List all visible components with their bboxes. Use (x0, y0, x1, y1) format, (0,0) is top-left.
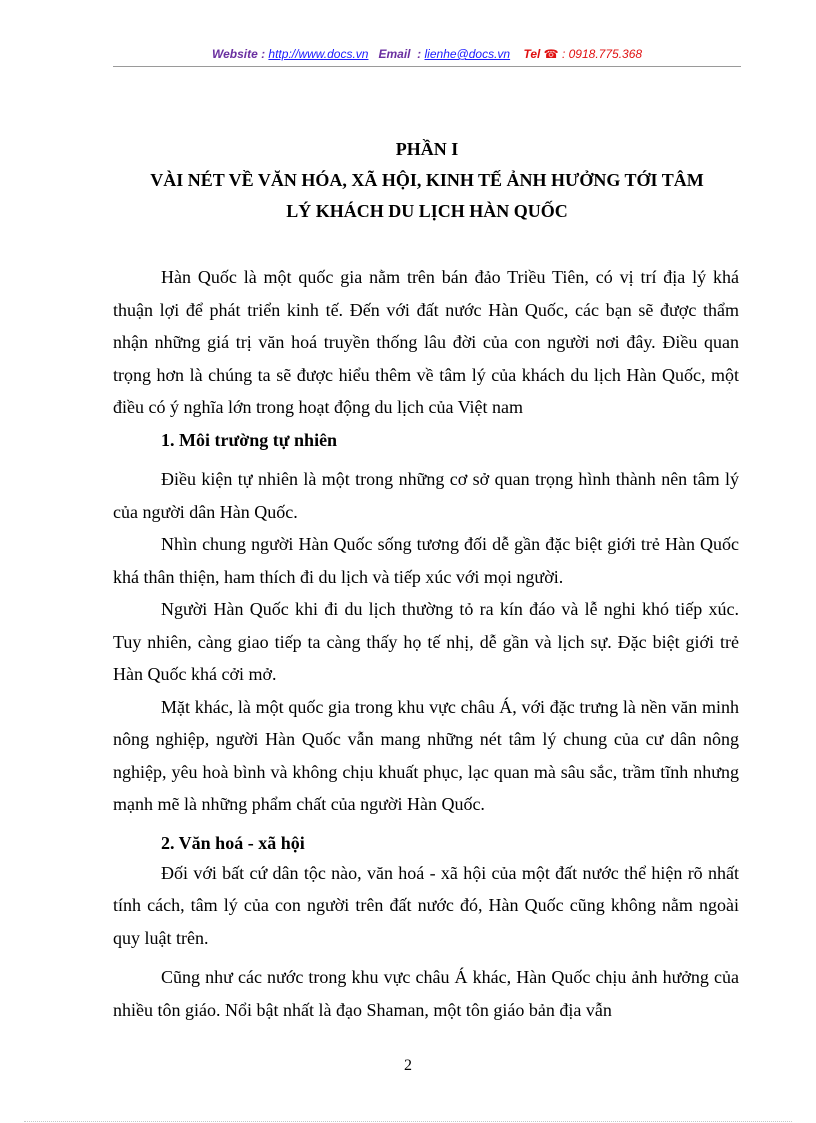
document-body (113, 261, 739, 1026)
website-link[interactable]: http://www.docs.vn (268, 47, 369, 61)
section-2-paragraph-2: Cũng như các nước trong khu vực châu Á khác, Hàn Quốc chịu ảnh hưởng của nhiều tôn giáo. Nổi bật nhất là đạo Shaman, một tôn giáo bản địa vẫn (113, 967, 739, 1020)
header-divider (113, 66, 741, 67)
section-1-paragraph-4: Mặt khác, là một quốc gia trong khu vực châu Á, với đặc trưng là nền văn minh nông nghiệp, người Hàn Quốc vẫn mang những nét tâm lý chung của cư dân nông nghiệp, yêu hoà bình và không chịu khuất phục, lạc quan mà sâu sắc, trầm tĩnh nhưng mạnh mẽ là những phẩm chất của người Hàn Quốc. (113, 696, 739, 814)
phone-number: : 0918.775.368 (561, 47, 643, 61)
section-1-paragraph-3: Người Hàn Quốc khi đi du lịch thường tỏ ra kín đáo và lễ nghi khó tiếp xúc. Tuy nhiên, càng giao tiếp ta càng thấy họ tế nhị, dễ gần và lịch sự. Đặc biệt giới trẻ Hàn Quốc khá cởi mở. (113, 599, 739, 684)
page-header (113, 47, 741, 67)
footer-divider (24, 1121, 792, 1122)
section-1-heading: 1. Môi trường tự nhiên (161, 429, 338, 450)
intro-paragraph: Hàn Quốc là một quốc gia nằm trên bán đảo Triều Tiên, có vị trí địa lý khá thuận lợi để phát triển kinh tế. Đến với đất nước Hàn Quốc, các bạn sẽ được thẩm nhận những giá trị văn hoá truyền thống lâu đời của con người nơi đây. Điều quan trọng hơn là chúng ta sẽ được hiểu thêm về tâm lý của khách du lịch Hàn Quốc, một điều có ý nghĩa lớn trong hoạt động du lịch của Việt nam (113, 267, 739, 417)
section-1-paragraph-2: Nhìn chung người Hàn Quốc sống tương đối dễ gần đặc biệt giới trẻ Hàn Quốc khá thân thiện, ham thích đi du lịch và tiếp xúc với mọi người. (113, 534, 739, 587)
email-separator: : (417, 47, 422, 61)
email-link[interactable]: lienhe@docs.vn (424, 47, 511, 61)
section-1-paragraph-1: Điều kiện tự nhiên là một trong những cơ sở quan trọng hình thành nên tâm lý của người dân Hàn Quốc. (113, 469, 739, 522)
chapter-title-line-1: VÀI NÉT VỀ VĂN HÓA, XÃ HỘI, KINH TẾ ẢNH HƯỞNG TỚI TÂM (150, 170, 704, 190)
chapter-title-line-2: LÝ KHÁCH DU LỊCH HÀN QUỐC (286, 201, 568, 221)
section-2-heading: 2. Văn hoá - xã hội (161, 832, 305, 853)
email-label: Email (378, 47, 411, 61)
phone-label: Tel ☎ (523, 47, 559, 61)
section-2-paragraph-1: Đối với bất cứ dân tộc nào, văn hoá - xã hội của một đất nước thể hiện rõ nhất tính cách, tâm lý của con người trên đất nước đó, Hàn Quốc cũng không nằm ngoài quy luật trên. (113, 862, 739, 948)
website-label: Website : (211, 47, 266, 61)
page-number: 2 (404, 1057, 412, 1074)
part-title: PHẦN I (395, 139, 459, 159)
